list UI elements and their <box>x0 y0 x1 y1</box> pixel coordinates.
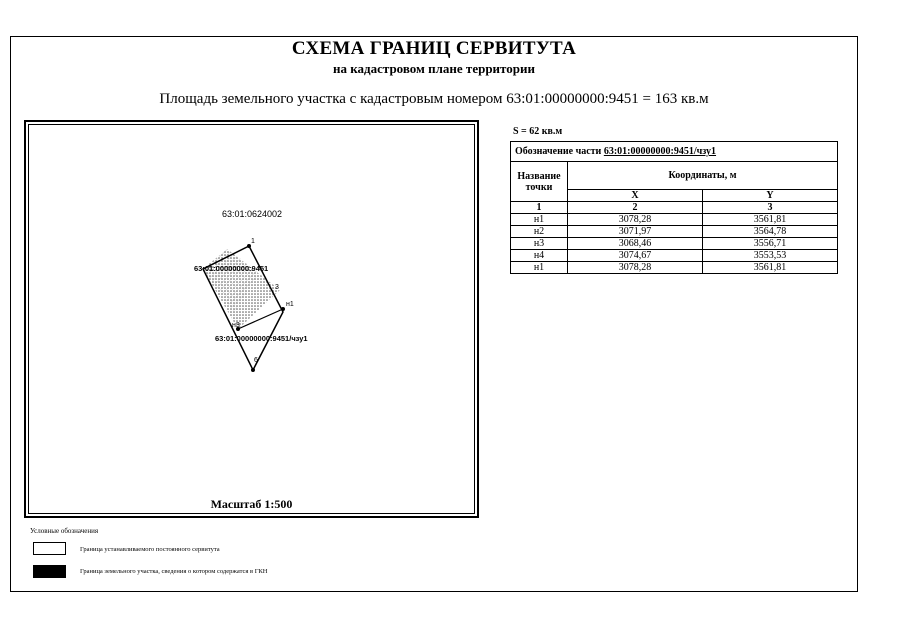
vertex-n1 <box>281 307 285 311</box>
cell-x: 3074,67 <box>568 250 703 262</box>
legend-swatch-parcel <box>33 565 66 578</box>
cell-point: н1 <box>511 262 568 274</box>
cell-y: 3561,81 <box>702 262 837 274</box>
point-label-n3: н3 <box>232 322 240 329</box>
quarter-label: 63:01:0624002 <box>221 209 283 219</box>
page-subtitle: на кадастровом плане территории <box>333 61 535 76</box>
cell-point: н2 <box>511 226 568 238</box>
point-label-6: 6 <box>254 357 258 364</box>
vertex-6 <box>251 368 255 372</box>
legend-swatch-easement <box>33 542 66 555</box>
map-scale: Масштаб 1:500 <box>210 497 293 511</box>
col-coordinates: Координаты, м <box>568 162 838 190</box>
easement-area: S = 62 кв.м <box>513 126 563 137</box>
legend-text-easement: Граница устанавливаемого постоянного сервитута <box>80 546 220 553</box>
table-row <box>511 214 838 226</box>
cell-x: 3071,97 <box>568 226 703 238</box>
coordinates-table <box>510 141 838 274</box>
cell-x: 3078,28 <box>568 214 703 226</box>
cell-y: 3561,81 <box>702 214 837 226</box>
area-statement: Площадь земельного участка с кадастровым номером 63:01:00000000:9451 = 163 кв.м <box>159 91 709 107</box>
point-label-n1: н1 <box>286 301 294 308</box>
cell-y: 3564,78 <box>702 226 837 238</box>
page-title: СХЕМА ГРАНИЦ СЕРВИТУТА <box>291 38 577 59</box>
legend-title: Условные обозначения <box>30 527 99 535</box>
part-designation <box>511 142 838 162</box>
cell-point: н4 <box>511 250 568 262</box>
table-row <box>511 250 838 262</box>
col-x: X <box>568 190 703 202</box>
cell-x: 3078,28 <box>568 262 703 274</box>
point-label-1: 1 <box>251 238 255 245</box>
cell-x: 3068,46 <box>568 238 703 250</box>
map-frame <box>24 120 479 518</box>
cell-point: н1 <box>511 214 568 226</box>
easement-number-label: 63:01:00000000:9451/чзу1 <box>215 334 308 343</box>
col-point-name: Название точки <box>511 162 568 202</box>
part-designation-number: 63:01:00000000:9451/чзу1 <box>603 146 717 157</box>
col-num-1: 1 <box>511 202 568 214</box>
table-row <box>511 262 838 274</box>
table-row <box>511 238 838 250</box>
table-header-row <box>511 162 838 190</box>
col-y: Y <box>702 190 837 202</box>
col-num-3: 3 <box>702 202 837 214</box>
table-row <box>511 226 838 238</box>
cell-y: 3556,71 <box>702 238 837 250</box>
point-label-3: 3 <box>275 284 279 291</box>
col-num-2: 2 <box>568 202 703 214</box>
legend-text-parcel: Граница земельного участка, сведения о котором содержатся в ГКН <box>80 568 268 575</box>
cell-point: н3 <box>511 238 568 250</box>
parcel-number-label: 63:01:00000000:9451 <box>194 264 269 273</box>
table-ref-row <box>511 142 838 162</box>
cadastral-map <box>26 122 477 516</box>
cell-y: 3553,53 <box>702 250 837 262</box>
table-colnum-row <box>511 202 838 214</box>
part-designation-label: Обозначение части <box>515 146 602 157</box>
